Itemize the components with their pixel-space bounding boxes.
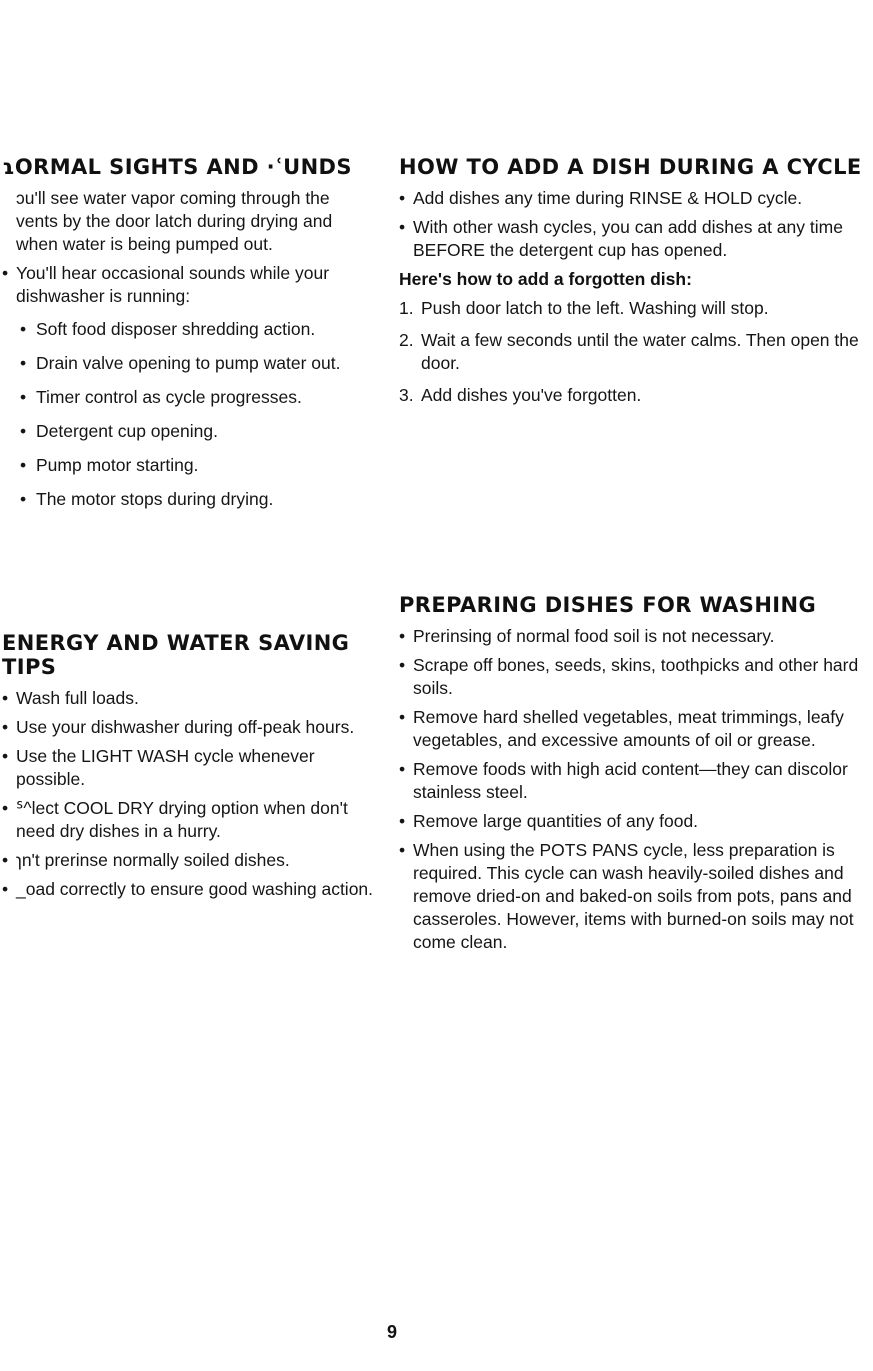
section-energy-tips: [2, 631, 374, 907]
forgotten-dish-subheading: Here's how to add a forgotten dish:: [399, 269, 692, 289]
list-item: • Pump motor starting.: [2, 454, 374, 477]
page-number: 9: [386, 1322, 397, 1342]
step-item: [399, 384, 869, 407]
step-text: Add dishes you've forgotten.: [421, 385, 642, 405]
add-dish-heading: HOW TO ADD A DISH DURING A CYCLE: [399, 155, 862, 179]
list-item: • Timer control as cycle progresses.: [2, 386, 374, 409]
list-item: • Scrape off bones, seeds, skins, toothpicks and other hard soils.: [399, 654, 869, 700]
list-item: • Remove large quantities of any food.: [399, 810, 869, 833]
energy-tips-heading: ENERGY AND WATER SAVING TIPS: [2, 631, 350, 679]
normal-sights-heading: ɿORMAL SIGHTS AND ·ʿUNDS: [2, 155, 352, 179]
normal-sights-intro: ɔu'll see water vapor coming through the vents by the door latch during drying and when water is being pumped out.: [16, 188, 333, 254]
list-item: • Use the LIGHT WASH cycle whenever possible.: [2, 745, 374, 791]
section-normal-sights: [2, 155, 374, 522]
list-item: [2, 262, 374, 511]
step-number: 1.: [399, 298, 414, 318]
list-item: • Remove foods with high acid content—they can discolor stainless steel.: [399, 758, 869, 804]
list-item: • Wash full loads.: [2, 687, 374, 710]
step-number: 3.: [399, 385, 414, 405]
step-number: 2.: [399, 330, 414, 350]
section-add-dish: [399, 155, 869, 416]
list-item: • Remove hard shelled vegetables, meat trimmings, leafy vegetables, and excessive amounts of oil or grease.: [399, 706, 869, 752]
list-item: • Drain valve opening to pump water out.: [2, 352, 374, 375]
step-text: Push door latch to the left. Washing will stop.: [421, 298, 769, 318]
list-item: • Prerinsing of normal food soil is not necessary.: [399, 625, 869, 648]
step-item: [399, 329, 869, 375]
list-item: • ᔆ^lect COOL DRY drying option when don't need dry dishes in a hurry.: [2, 797, 374, 843]
step-text: Wait a few seconds until the water calms. Then open the door.: [421, 330, 859, 373]
section-preparing-dishes: [399, 593, 869, 960]
list-item: • Use your dishwasher during off-peak hours.: [2, 716, 374, 739]
step-item: [399, 297, 869, 320]
hear-sounds-text: You'll hear occasional sounds while your dishwasher is running:: [16, 263, 330, 306]
list-item: • Detergent cup opening.: [2, 420, 374, 443]
list-item: • With other wash cycles, you can add dishes at any time BEFORE the detergent cup has opened.: [399, 216, 869, 262]
list-item: • When using the POTS PANS cycle, less preparation is required. This cycle can wash heavily-soiled dishes and remove dried-on and baked-on soils from pots, pans and casseroles. However, items with burned-on soils may not come clean.: [399, 839, 869, 954]
list-item: • Add dishes any time during RINSE & HOLD cycle.: [399, 187, 869, 210]
preparing-heading: PREPARING DISHES FOR WASHING: [399, 593, 817, 617]
list-item: • Soft food disposer shredding action.: [2, 318, 374, 341]
list-item: • The motor stops during drying.: [2, 488, 374, 511]
list-item: • _oad correctly to ensure good washing action.: [2, 878, 374, 901]
list-item: • ɿn't prerinse normally soiled dishes.: [2, 849, 374, 872]
